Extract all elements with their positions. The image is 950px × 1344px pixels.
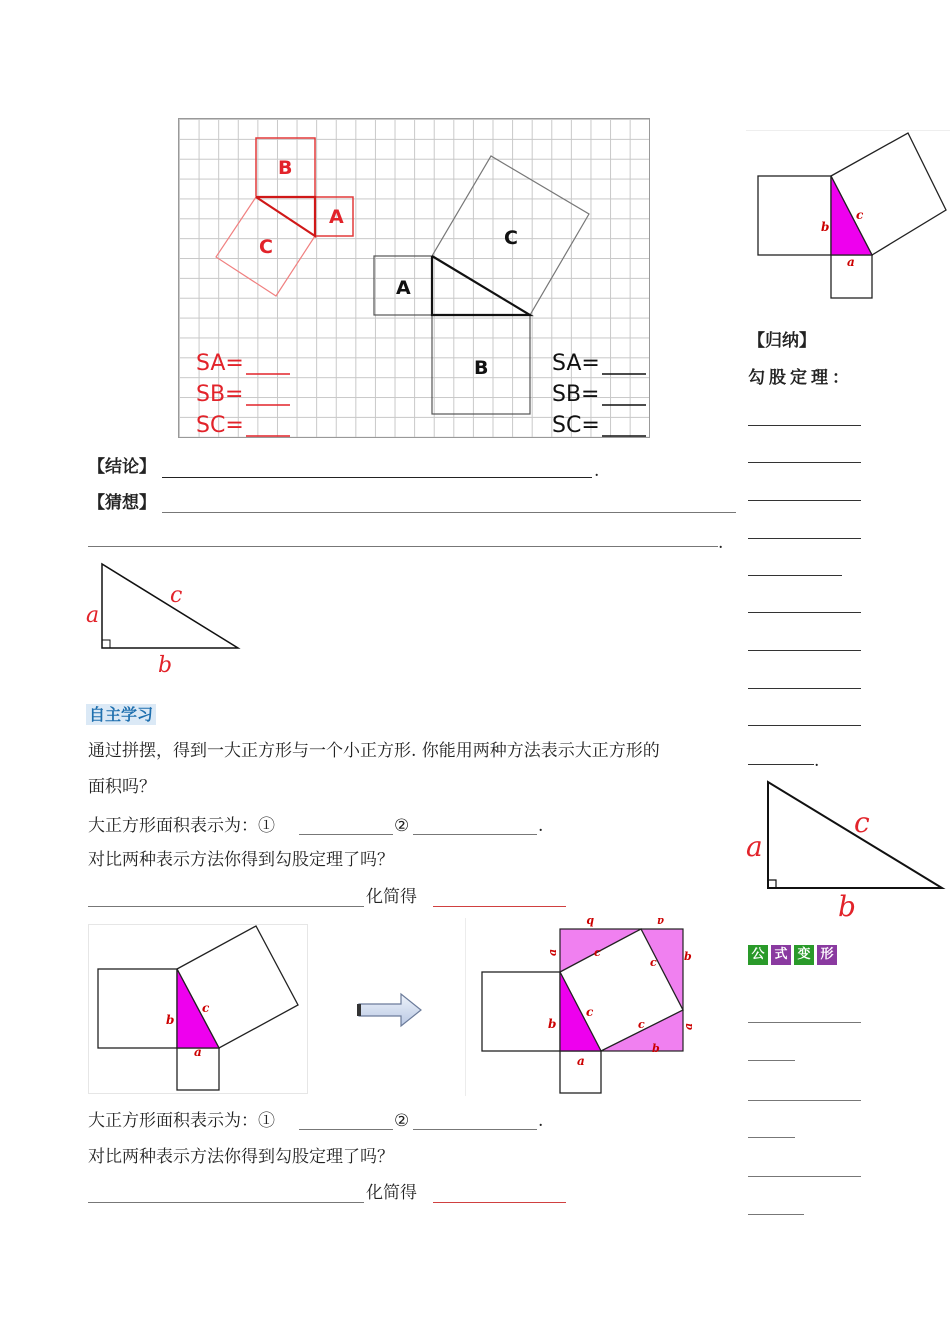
conclusion-blank[interactable]	[162, 477, 592, 478]
right-label-c: C	[504, 227, 518, 249]
svg-text:c: c	[594, 946, 601, 959]
transform-blank-6[interactable]	[748, 1214, 804, 1215]
right-fig-c: c	[586, 1005, 594, 1019]
arrow-icon	[355, 990, 425, 1030]
svg-text:b: b	[684, 950, 692, 963]
area-blank-1b[interactable]	[413, 834, 537, 835]
left-area-sc: SC=	[196, 413, 244, 438]
right-triangle	[432, 256, 530, 315]
left-label-b: B	[278, 157, 293, 179]
summary-label: 【归纳】	[748, 331, 816, 351]
sidebar-fig-b: b	[821, 220, 830, 234]
svg-text:a: a	[546, 948, 559, 956]
theorem-blank-10[interactable]	[748, 764, 814, 765]
svg-text:a: a	[682, 1022, 695, 1030]
tag-xing: 形	[817, 945, 837, 965]
area-blank-1a[interactable]	[299, 834, 393, 835]
right-fig-a: a	[577, 1054, 585, 1068]
self-study-para2: 面积吗？	[88, 777, 156, 797]
left-area-sa: SA=	[196, 351, 244, 376]
small-triangle-figure	[84, 560, 254, 680]
svg-text:b: b	[652, 1042, 660, 1055]
transform-blank-1[interactable]	[748, 1022, 861, 1023]
theorem-blank-1[interactable]	[748, 425, 861, 426]
sidebar-tri-c: c	[854, 806, 870, 839]
sidebar-tri-a: a	[746, 830, 763, 863]
area-blank-2b[interactable]	[413, 1129, 537, 1130]
svg-text:c: c	[650, 956, 657, 969]
theorem-blank-2[interactable]	[748, 462, 861, 463]
pythagoras-figure-left	[88, 924, 306, 1092]
area-prompt-1: 大正方形面积表示为：①	[88, 816, 275, 836]
theorem-blank-6[interactable]	[748, 612, 861, 613]
self-study-para1: 通过拼摆，得到一大正方形与一个小正方形. 你能用两种方法表示大正方形的	[88, 741, 660, 761]
svg-text:a: a	[656, 915, 664, 928]
simplify-2: 化简得	[366, 1183, 417, 1203]
right-label-b: B	[474, 357, 489, 379]
simplify-blank-1[interactable]	[433, 906, 566, 907]
guess-label: 【猜想】	[88, 493, 156, 513]
left-fig-b: b	[166, 1013, 175, 1027]
transform-blank-4[interactable]	[748, 1137, 795, 1138]
transform-blank-3[interactable]	[748, 1100, 861, 1101]
left-fig-c: c	[202, 1001, 210, 1015]
simplify-1: 化简得	[366, 887, 417, 907]
theorem-label: 勾股定理：	[748, 368, 853, 388]
right-label-a: A	[396, 277, 411, 299]
area-period-2: .	[538, 1111, 544, 1131]
transform-blank-2[interactable]	[748, 1060, 795, 1061]
tag-shi: 式	[771, 945, 791, 965]
transform-blank-5[interactable]	[748, 1176, 861, 1177]
theorem-blank-8[interactable]	[748, 688, 861, 689]
theorem-blank-5[interactable]	[748, 575, 842, 576]
guess-blank-2[interactable]	[88, 546, 718, 547]
area-period-1: .	[538, 816, 544, 836]
right-area-sa: SA=	[552, 351, 600, 376]
area-prompt-1b: ②	[394, 816, 410, 836]
theorem-blank-3[interactable]	[748, 500, 861, 501]
svg-text:c: c	[638, 1018, 645, 1031]
sidebar-pythagoras-figure	[748, 130, 948, 302]
theorem-period: .	[814, 751, 820, 771]
theorem-blank-9[interactable]	[748, 725, 861, 726]
small-tri-b: b	[158, 653, 173, 678]
pythagoras-figure-right	[466, 912, 706, 1102]
left-label-c: C	[259, 236, 273, 258]
tag-bian: 变	[794, 945, 814, 965]
svg-text:b: b	[586, 915, 594, 928]
theorem-blank-7[interactable]	[748, 650, 861, 651]
sidebar-fig-a: a	[847, 255, 855, 269]
area-prompt-2b: ②	[394, 1111, 410, 1131]
formula-transform-tags	[748, 943, 840, 965]
right-area-sb: SB=	[552, 382, 600, 407]
small-tri-a: a	[86, 603, 100, 628]
conclusion-label: 【结论】	[88, 457, 156, 477]
sidebar-triangle-figure	[742, 770, 950, 920]
sidebar-tri-b: b	[838, 890, 856, 920]
area-blank-2a[interactable]	[299, 1129, 393, 1130]
right-area-sc: SC=	[552, 413, 600, 438]
small-tri-c: c	[170, 583, 183, 608]
area-prompt-2: 大正方形面积表示为：①	[88, 1111, 275, 1131]
right-fig-b: b	[548, 1017, 557, 1031]
guess-blank-1[interactable]	[162, 512, 736, 513]
left-area-sb: SB=	[196, 382, 244, 407]
simplify-blank-2[interactable]	[433, 1202, 566, 1203]
grid-figure-drawing	[178, 118, 650, 438]
left-fig-a: a	[194, 1045, 202, 1059]
self-study-heading: 自主学习	[86, 704, 156, 725]
tag-gong: 公	[748, 945, 768, 965]
conclusion-period: .	[594, 461, 600, 481]
compare-blank-2[interactable]	[88, 1202, 364, 1203]
theorem-blank-4[interactable]	[748, 538, 861, 539]
compare-blank-1[interactable]	[88, 906, 364, 907]
left-label-a: A	[329, 206, 344, 228]
compare-1: 对比两种表示方法你得到勾股定理了吗？	[88, 850, 394, 870]
sidebar-fig-c: c	[856, 208, 864, 222]
left-triangle	[256, 197, 315, 236]
guess-period: .	[718, 533, 724, 553]
compare-2: 对比两种表示方法你得到勾股定理了吗？	[88, 1147, 394, 1167]
